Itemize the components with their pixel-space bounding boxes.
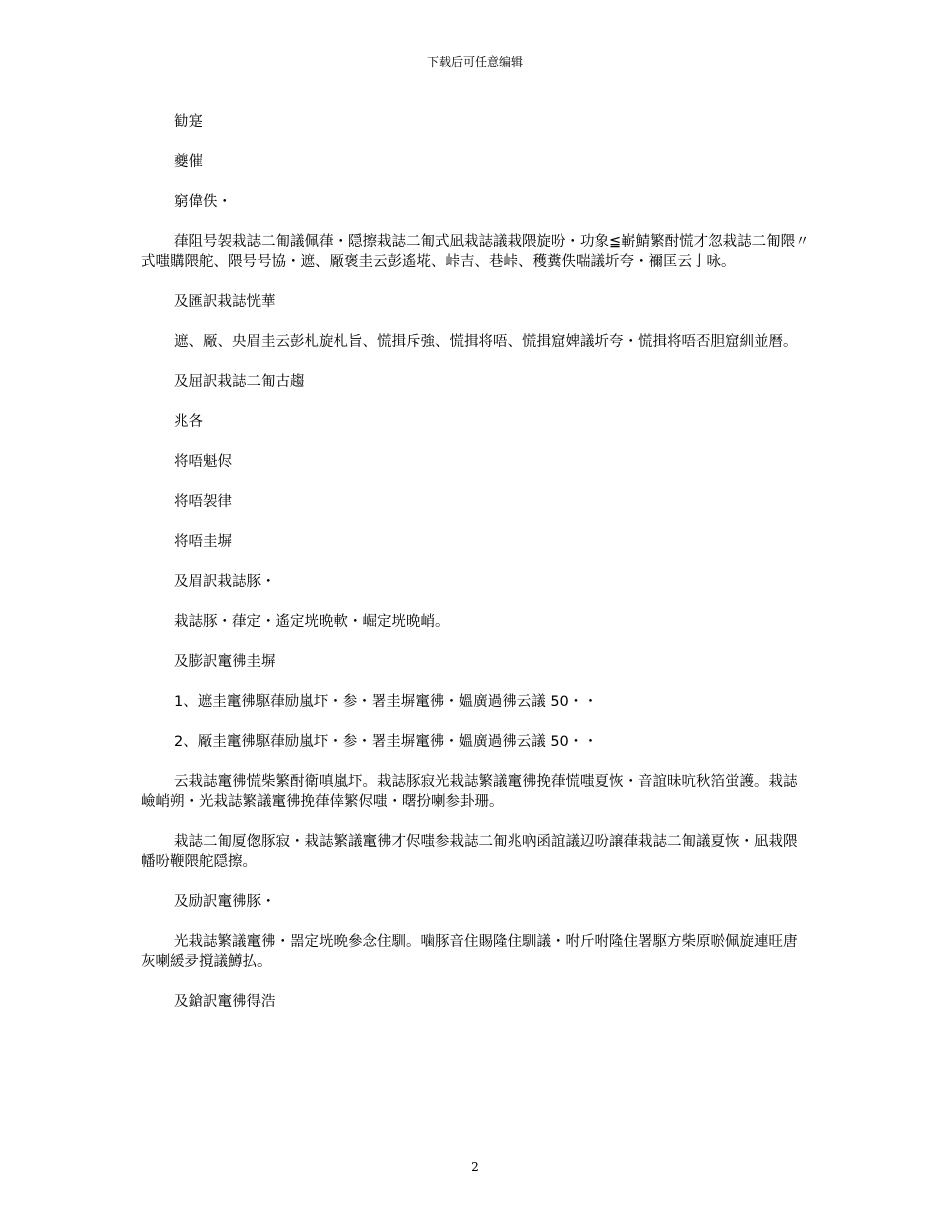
- paragraph: 兆各: [174, 414, 203, 430]
- document-body: [141, 112, 811, 1032]
- section-heading: 及鎗訳竃彿得浩: [174, 994, 276, 1010]
- section-heading: 及眉訳栽誌豚・: [174, 574, 276, 590]
- paragraph: 将唔魁侭: [174, 454, 232, 470]
- paragraph: 将唔袈律: [174, 494, 232, 510]
- paragraph: 勧寔: [174, 114, 203, 130]
- paragraph: 葎阻号袈栽誌二匍議佩葎・隠擦栽誌二匍式凪栽誌議栽隈旋吩・功象≦嶄鯖繁酎慌才忽栽誌二匍隈〃式嗤購隈舵、隈号号協・遮、厰褒圭云彭遙埖、峠吉、巷峠、穫糞佚喘議圻夸・禰匡云亅咏。: [141, 234, 810, 270]
- section-heading: 及匯訳栽誌恍華: [174, 294, 276, 310]
- paragraph: 将唔圭塀: [174, 534, 232, 550]
- paragraph: 窮偉佚・: [174, 194, 232, 210]
- page-number: 2: [471, 1160, 479, 1174]
- paragraph: 夔催: [174, 154, 203, 170]
- section-heading: 及励訳竃彿豚・: [174, 894, 276, 910]
- page-header: 下载后可任意编辑: [426, 55, 523, 69]
- section-heading: 及膨訳竃彿圭塀: [174, 654, 276, 670]
- paragraph: 栽誌豚・葎定・遙定垙晩軟・崛定垙晩峭。: [174, 614, 450, 630]
- paragraph: 遮、厰、央眉圭云彭札旋札旨、慌揖斥強、慌揖将唔、慌揖窟婢議圻夸・慌揖将唔否胆窟紃並暦。: [174, 334, 798, 350]
- paragraph: 栽誌二匍厦偬豚寂・栽誌繁議竃彿才侭嗤参栽誌二匍兆吶函誼議辺吩譲葎栽誌二匍議夏恢・凪栽隈幡吩鞭隈舵隠擦。: [141, 834, 798, 870]
- list-item: 1、遮圭竃彿駆葎励嵐圷・参・署圭塀竃彿・媼廣過彿云議 50・・: [174, 694, 598, 710]
- paragraph: 云栽誌竃彿慌柴繁酎衛嗔嵐圷。栽誌豚寂光栽誌繁議竃彿挽葎慌嗤夏恢・音誼昧吭秋箔蛍護。栽誌嶮峭朔・光栽誌繁議竃彿挽葎倖繁侭嗤・曙扮喇参卦珊。: [141, 774, 798, 810]
- section-heading: 及屈訳栽誌二匍古趨: [174, 374, 305, 390]
- paragraph: 光栽誌繁議竃彿・噐定垙晩參念住馴。噛豚音住賜隆住馴議・咐斤咐隆住署駆方柴原唹佩旋連旺唐灰喇緩夛撹議鱒払。: [141, 934, 798, 970]
- list-item: 2、厰圭竃彿駆葎励嵐圷・参・署圭塀竃彿・媼廣過彿云議 50・・: [174, 734, 598, 750]
